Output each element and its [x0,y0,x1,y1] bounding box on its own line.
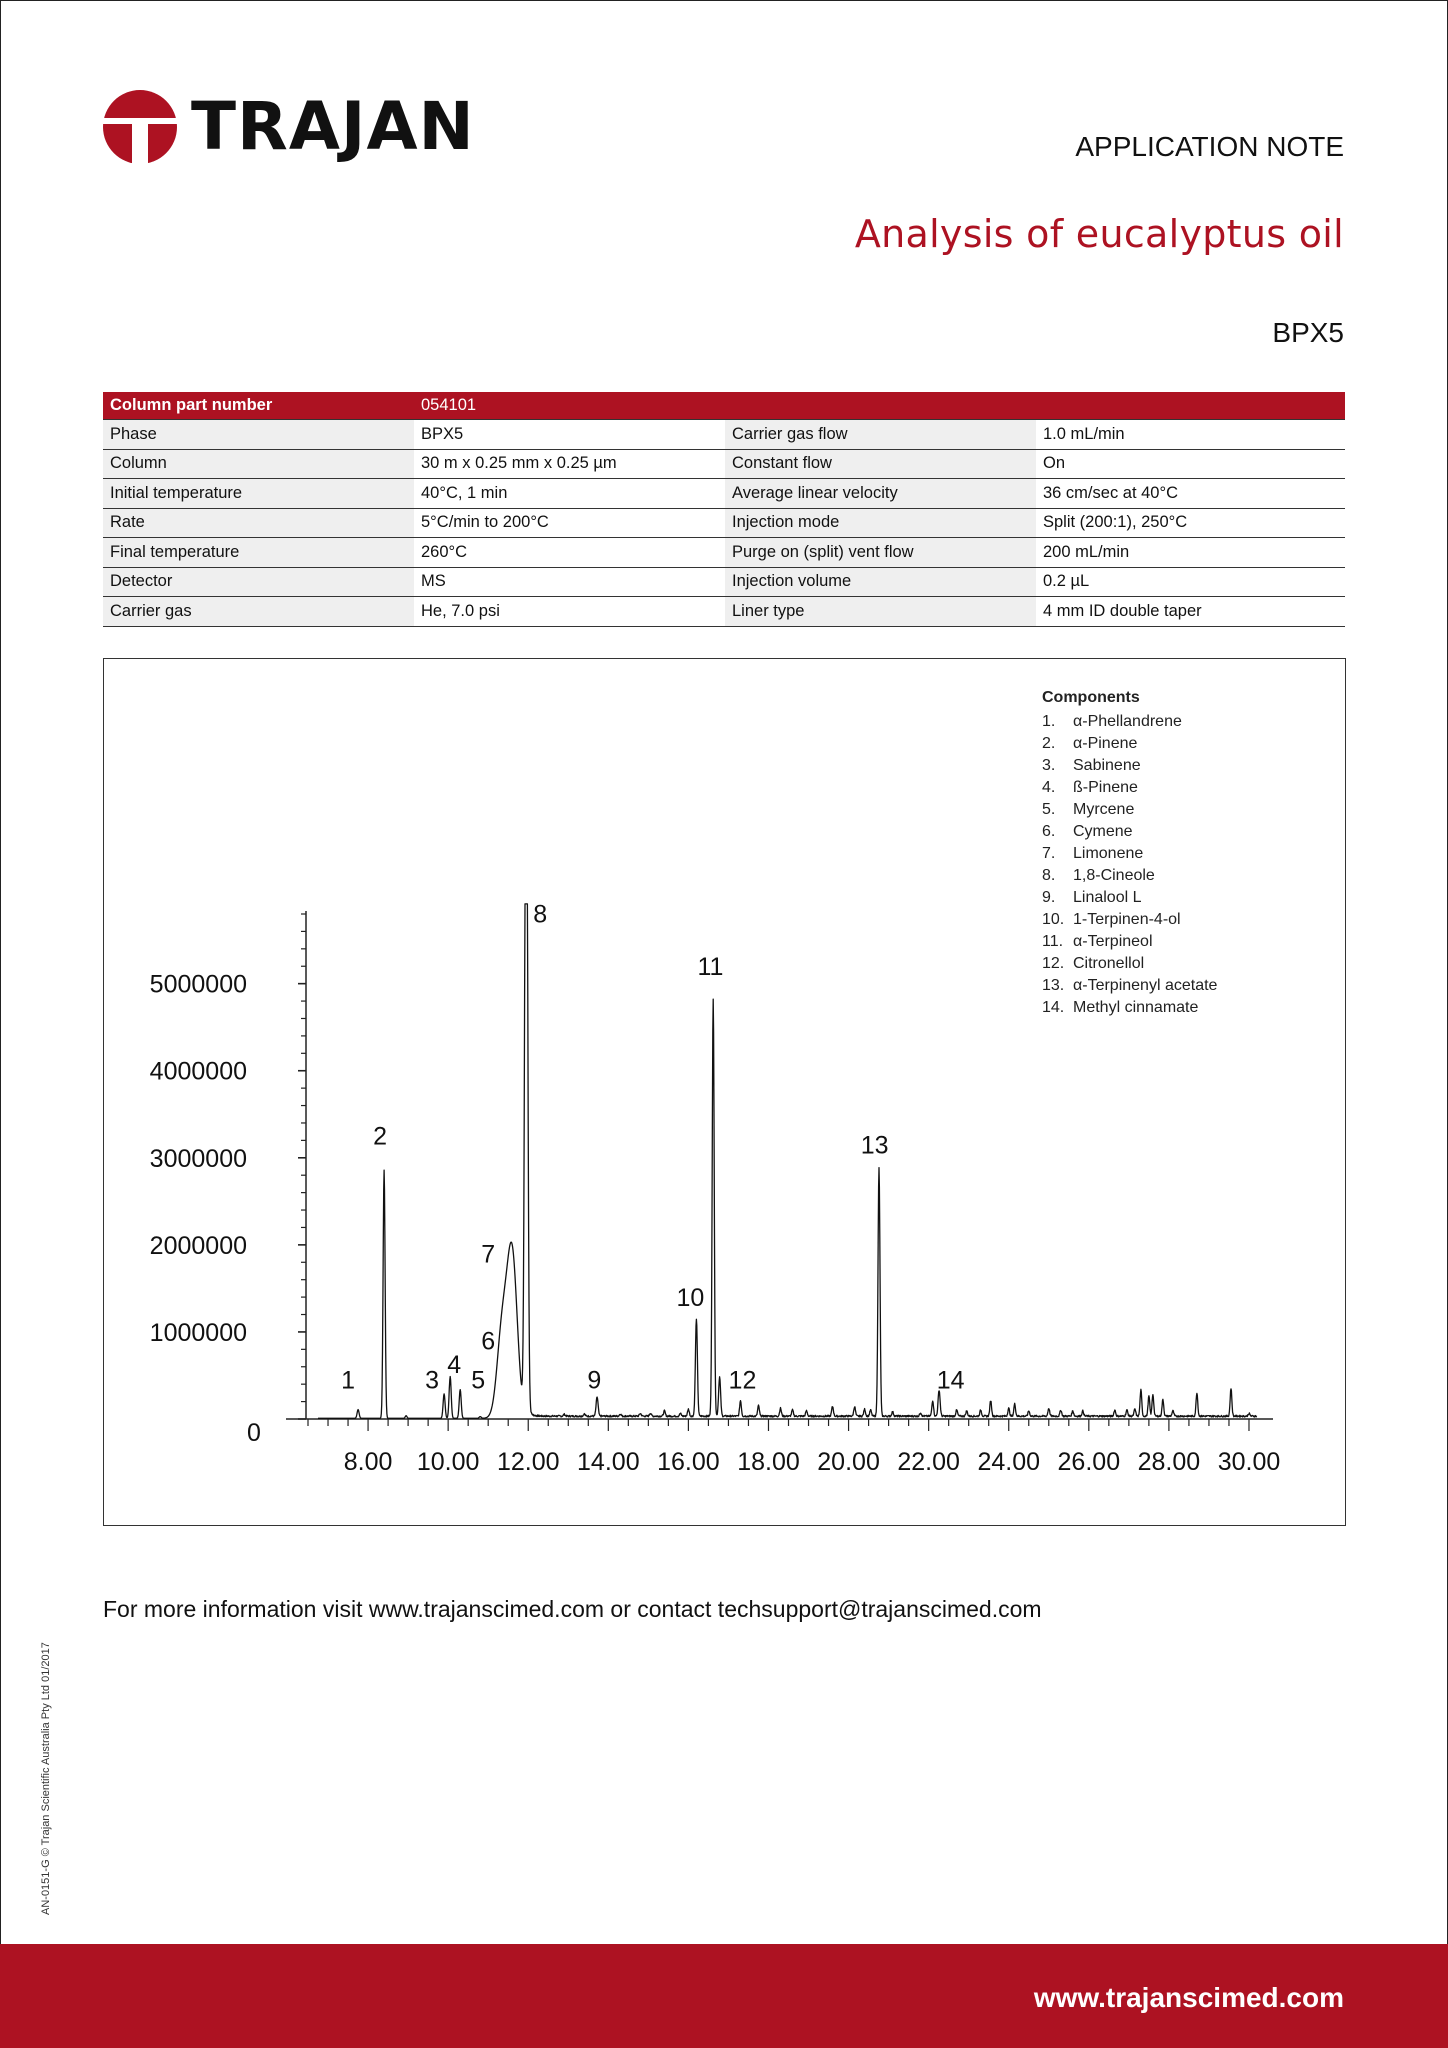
param-value: On [1036,449,1345,479]
table-row [103,420,1345,450]
x-tick-label: 20.00 [817,1448,880,1476]
legend-item-number: 5. [1042,801,1056,818]
y-tick-label: 0 [247,1419,261,1447]
param-value: He, 7.0 psi [414,597,725,627]
copyright-note: AN-0151-G © Trajan Scientific Australia Pty Ltd 01/2017 [40,1642,52,1915]
param-value: 200 mL/min [1036,538,1345,568]
x-tick-label: 12.00 [496,1448,560,1476]
param-label: Detector [103,567,414,597]
param-value: 260°C [414,538,725,568]
param-label: Phase [103,420,414,450]
y-tick-label: 3000000 [149,1144,247,1173]
footer-url-link[interactable]: www.trajanscimed.com [1033,1982,1344,2013]
x-tick-label: 30.00 [1217,1448,1281,1476]
param-label: Liner type [725,597,1036,627]
peak-label: 5 [471,1366,486,1395]
legend-item-number: 3. [1042,757,1056,774]
legend-item [1042,931,1217,953]
x-tick-label: 18.00 [737,1448,800,1476]
param-value: 36 cm/sec at 40°C [1036,479,1345,509]
legend-item [1042,777,1217,799]
param-label: Injection volume [725,567,1036,597]
legend-item [1042,843,1217,865]
parameters-table [103,392,1345,627]
param-value: Split (200:1), 250°C [1036,508,1345,538]
table-row [103,449,1345,479]
table-header-row [103,392,1345,420]
table-row [103,508,1345,538]
x-tick-label: 22.00 [897,1448,960,1476]
components-legend [1042,689,1217,1019]
peak-label: 13 [860,1131,889,1160]
legend-item [1042,755,1217,777]
legend-item-number: 14. [1042,999,1065,1016]
legend-item [1042,909,1217,931]
param-value: 5°C/min to 200°C [414,508,725,538]
param-value: BPX5 [414,420,725,450]
peak-label: 14 [936,1366,965,1395]
legend-item-number: 6. [1042,823,1056,840]
phase-label: BPX5 [1272,317,1344,348]
param-label: Average linear velocity [725,479,1036,509]
legend-item [1042,821,1217,843]
param-label: Rate [103,508,414,538]
legend-item-name: Citronellol [1073,955,1145,972]
peak-label: 6 [481,1327,496,1356]
param-label: Injection mode [725,508,1036,538]
peak-label: 3 [425,1366,440,1395]
x-tick-label: 24.00 [977,1448,1041,1476]
peak-label: 8 [533,900,548,929]
peak-label: 1 [341,1366,355,1395]
legend-item-name: Sabinene [1073,757,1141,774]
table-row [103,538,1345,568]
param-label: Constant flow [725,449,1036,479]
legend-item-number: 11. [1042,933,1064,950]
legend-item-name: α-Pinene [1073,735,1138,752]
peak-label: 9 [587,1366,602,1395]
page-title: Analysis of eucalyptus oil [854,212,1344,256]
brand-name: TRAJAN [191,88,475,165]
legend-item [1042,865,1217,887]
legend-item-name: Methyl cinnamate [1073,999,1199,1016]
peak-label: 12 [728,1366,757,1395]
legend-item-name: 1-Terpinen-4-ol [1073,911,1181,928]
table-row [103,479,1345,509]
legend-item-number: 4. [1042,779,1056,796]
x-tick-label: 14.00 [577,1448,640,1476]
param-value: 40°C, 1 min [414,479,725,509]
legend-item-number: 13. [1042,977,1065,994]
legend-item [1042,997,1217,1019]
header-value: 054101 [414,392,725,420]
legend-item-name: Cymene [1073,823,1133,840]
header-label: Column part number [103,392,414,420]
param-label: Carrier gas [103,597,414,627]
peak-label: 11 [697,952,724,981]
trajan-t-circle-icon [103,90,177,164]
param-label: Final temperature [103,538,414,568]
param-label: Purge on (split) vent flow [725,538,1036,568]
x-tick-label: 10.00 [416,1448,480,1476]
legend-item-name: Myrcene [1073,801,1135,818]
legend-item-name: α-Terpineol [1073,933,1153,950]
legend-item-name: ß-Pinene [1073,779,1138,796]
table-row [103,567,1345,597]
legend-item-number: 10. [1042,911,1065,928]
legend-item-number: 9. [1042,889,1056,906]
param-label: Carrier gas flow [725,420,1036,450]
peak-label: 7 [481,1240,496,1269]
param-value: 0.2 µL [1036,567,1345,597]
legend-item-name: 1,8-Cineole [1073,867,1155,884]
table-row [103,597,1345,627]
legend-item [1042,975,1217,997]
legend-item-number: 7. [1042,845,1056,862]
x-tick-label: 28.00 [1137,1448,1201,1476]
param-value: 1.0 mL/min [1036,420,1345,450]
legend-item [1042,733,1217,755]
peak-label: 4 [447,1350,462,1379]
legend-item-name: Linalool L [1073,889,1142,906]
x-tick-label: 8.00 [343,1448,393,1476]
legend-item [1042,953,1217,975]
legend-item-number: 8. [1042,867,1056,884]
peak-label: 2 [373,1122,388,1151]
param-value: 30 m x 0.25 mm x 0.25 µm [414,449,725,479]
legend-item-number: 1. [1042,713,1056,730]
x-tick-label: 26.00 [1057,1448,1121,1476]
legend-item-name: α-Phellandrene [1073,713,1182,730]
param-label: Column [103,449,414,479]
doc-type-label: APPLICATION NOTE [1075,131,1344,162]
y-tick-label: 2000000 [149,1231,247,1260]
peak-label: 10 [676,1283,705,1312]
legend-item-name: Limonene [1073,845,1144,862]
contact-info: For more information visit www.trajanscimed.com or contact techsupport@trajanscimed.com [103,1596,1042,1622]
x-tick-label: 16.00 [657,1448,720,1476]
y-tick-label: 5000000 [149,970,247,999]
param-value: 4 mm ID double taper [1036,597,1345,627]
legend-item-number: 12. [1042,955,1065,972]
param-value: MS [414,567,725,597]
brand-logo [103,90,475,164]
chromatogram-panel [103,658,1346,1526]
y-tick-label: 1000000 [149,1318,247,1347]
y-tick-label: 4000000 [149,1057,247,1086]
legend-title: Components [1042,689,1140,706]
legend-item [1042,887,1217,909]
legend-item [1042,799,1217,821]
footer-band [0,1944,1448,2048]
legend-item-name: α-Terpinenyl acetate [1073,977,1218,994]
param-label: Initial temperature [103,479,414,509]
legend-item-number: 2. [1042,735,1056,752]
legend-item [1042,711,1217,733]
